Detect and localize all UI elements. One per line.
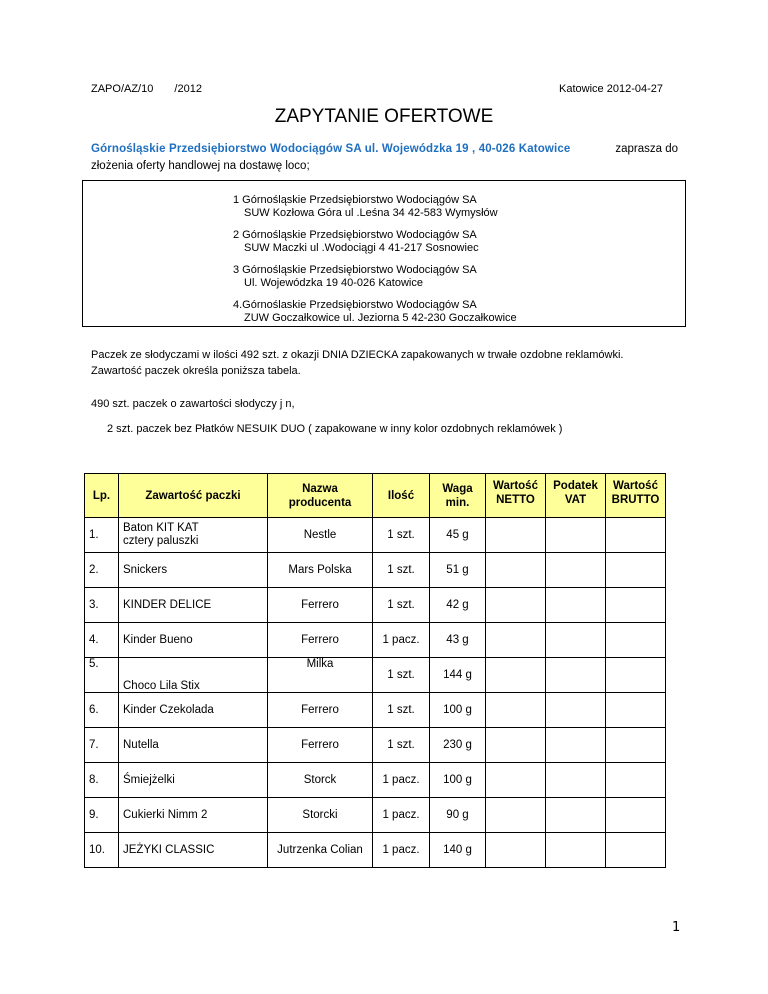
table-row [85,693,666,728]
cell-vat[interactable] [546,518,606,553]
cell-qty: 1 pacz. [373,623,430,658]
cell-vat[interactable] [546,588,606,623]
table-row [85,833,666,868]
header-qty: Ilość [373,474,430,518]
cell-brutto[interactable] [606,728,666,763]
cell-netto[interactable] [486,658,546,693]
cell-content: Cukierki Nimm 2 [119,798,268,833]
header-vat-line-1: Podatek [553,480,598,492]
table-row [85,588,666,623]
cell-qty: 1 pacz. [373,798,430,833]
cell-producer: Nestle [268,518,373,553]
table-row [85,553,666,588]
cell-content: Śmiejżelki [119,763,268,798]
header-vat-line-2: VAT [564,494,587,506]
header-netto [486,474,546,518]
cell-brutto[interactable] [606,658,666,693]
cell-netto[interactable] [486,833,546,868]
table-header-row [85,474,666,518]
table-row [85,658,666,693]
location-address: ZUW Goczałkowice ul. Jeziorna 5 42-230 Goczałkowice [244,312,517,324]
header-producer [268,474,373,518]
intro-paragraph [91,141,678,175]
cell-brutto[interactable] [606,763,666,798]
cell-weight: 51 g [430,553,486,588]
location-item [233,299,517,325]
cell-lp: 6. [85,693,119,728]
cell-vat[interactable] [546,623,606,658]
cell-lp: 10. [85,833,119,868]
cell-producer: Milka [268,658,373,693]
organization-name: Górnośląskie Przedsiębiorstwo Wodociągów SA ul. Wojewódzka 19 , 40-026 Katowice [91,143,571,155]
cell-qty: 1 szt. [373,553,430,588]
cell-producer: Mars Polska [268,553,373,588]
cell-content: Nutella [119,728,268,763]
page-number: 1 [672,920,681,935]
cell-weight: 42 g [430,588,486,623]
cell-producer: Ferrero [268,728,373,763]
table-row [85,728,666,763]
cell-weight: 140 g [430,833,486,868]
cell-producer: Storcki [268,798,373,833]
header-netto-line-1: Wartość [493,480,538,492]
location-name: 1 Górnośląskie Przedsiębiorstwo Wodociągów SA [233,194,477,206]
cell-producer: Jutrzenka Colian [268,833,373,868]
cell-qty: 1 szt. [373,728,430,763]
location-name: 2 Górnośląskie Przedsiębiorstwo Wodociągów SA [233,229,477,241]
cell-qty: 1 pacz. [373,833,430,868]
cell-qty: 1 szt. [373,658,430,693]
cell-content [119,518,268,553]
reference-left: ZAPO/AZ/10 [91,83,154,95]
cell-lp: 4. [85,623,119,658]
cell-lp: 7. [85,728,119,763]
header-weight-line-2: min. [445,496,470,509]
cell-producer: Ferrero [268,623,373,658]
header-netto-line-2: NETTO [496,494,535,506]
cell-content-line-2: cztery paluszki [123,535,199,547]
cell-content: KINDER DELICE [119,588,268,623]
cell-brutto[interactable] [606,588,666,623]
cell-content: JEŻYKI CLASSIC [119,833,268,868]
place-date: Katowice 2012-04-27 [559,83,663,95]
cell-producer: Ferrero [268,588,373,623]
cell-netto[interactable] [486,798,546,833]
cell-weight: 230 g [430,728,486,763]
cell-weight: 43 g [430,623,486,658]
cell-brutto[interactable] [606,833,666,868]
cell-content: Snickers [119,553,268,588]
table-row [85,623,666,658]
cell-brutto[interactable] [606,553,666,588]
cell-content: Choco Lila Stix [119,658,268,693]
location-item [233,194,517,220]
cell-vat[interactable] [546,728,606,763]
cell-lp: 9. [85,798,119,833]
cell-qty: 1 szt. [373,693,430,728]
cell-vat[interactable] [546,658,606,693]
products-table [84,473,666,868]
document-title: ZAPYTANIE OFERTOWE [274,106,494,127]
cell-netto[interactable] [486,623,546,658]
table-row [85,763,666,798]
cell-weight: 144 g [430,658,486,693]
cell-qty: 1 szt. [373,588,430,623]
header-vat [546,474,606,518]
cell-content: Kinder Czekolada [119,693,268,728]
cell-weight: 100 g [430,693,486,728]
cell-netto[interactable] [486,553,546,588]
cell-content-line-1: Baton KIT KAT [123,522,199,534]
cell-netto[interactable] [486,588,546,623]
intro-text-1: zaprasza do [615,143,678,155]
table-row [85,798,666,833]
cell-brutto[interactable] [606,623,666,658]
cell-qty: 1 pacz. [373,763,430,798]
cell-netto[interactable] [486,518,546,553]
header-producer-line-2: producenta [288,496,352,509]
cell-vat[interactable] [546,833,606,868]
location-item [233,264,517,290]
cell-vat[interactable] [546,693,606,728]
cell-vat[interactable] [546,763,606,798]
header-content: Zawartość paczki [119,474,268,518]
cell-lp: 2. [85,553,119,588]
cell-brutto[interactable] [606,693,666,728]
cell-lp: 5. [85,658,119,693]
cell-qty: 1 szt. [373,518,430,553]
cell-lp: 3. [85,588,119,623]
location-name: 4.Górnoślaskie Przedsiębiorstwo Wodociągów SA [233,299,477,311]
header-brutto-line-1: Wartość [613,480,658,492]
table-row [85,518,666,553]
header-weight-line-1: Waga [442,482,473,495]
location-address: Ul. Wojewódzka 19 40-026 Katowice [244,277,423,289]
location-address: SUW Kozłowa Góra ul .Leśna 34 42-583 Wymysłów [244,207,498,219]
header-brutto-line-2: BRUTTO [611,494,660,506]
cell-netto[interactable] [486,728,546,763]
cell-vat[interactable] [546,553,606,588]
location-item [233,229,517,255]
header-lp: Lp. [85,474,119,518]
location-address: SUW Maczki ul .Wodociągi 4 41-217 Sosnowiec [244,242,479,254]
package-count-main: 490 szt. paczek o zawartości słodyczy j n, [91,398,295,410]
cell-netto[interactable] [486,693,546,728]
delivery-locations-list [233,194,517,334]
cell-lp: 8. [85,763,119,798]
header-weight [430,474,486,518]
cell-producer: Ferrero [268,693,373,728]
package-count-special: 2 szt. paczek bez Płatków NESUIK DUO ( zapakowane w inny kolor ozdobnych reklamówek ) [107,423,563,435]
delivery-locations-box [82,180,686,327]
cell-brutto[interactable] [606,798,666,833]
package-description-line-1: Paczek ze słodyczami w ilości 492 szt. z okazji DNIA DZIECKA zapakowanych w trwałe ozdobne reklamówki. [91,349,624,361]
cell-content: Kinder Bueno [119,623,268,658]
intro-text-2: złożenia oferty handlowej na dostawę loco; [91,160,310,172]
header-producer-line-1: Nazwa [302,482,338,495]
reference-right: /2012 [174,83,202,95]
cell-brutto[interactable] [606,518,666,553]
cell-producer: Storck [268,763,373,798]
location-name: 3 Górnośląskie Przedsiębiorstwo Wodociągów SA [233,264,477,276]
header-brutto [606,474,666,518]
cell-lp: 1. [85,518,119,553]
cell-netto[interactable] [486,763,546,798]
cell-weight: 100 g [430,763,486,798]
package-description [91,347,691,379]
package-description-line-2: Zawartość paczek określa poniższa tabela. [91,365,301,377]
reference-number [91,83,202,95]
cell-vat[interactable] [546,798,606,833]
cell-weight: 45 g [430,518,486,553]
cell-weight: 90 g [430,798,486,833]
